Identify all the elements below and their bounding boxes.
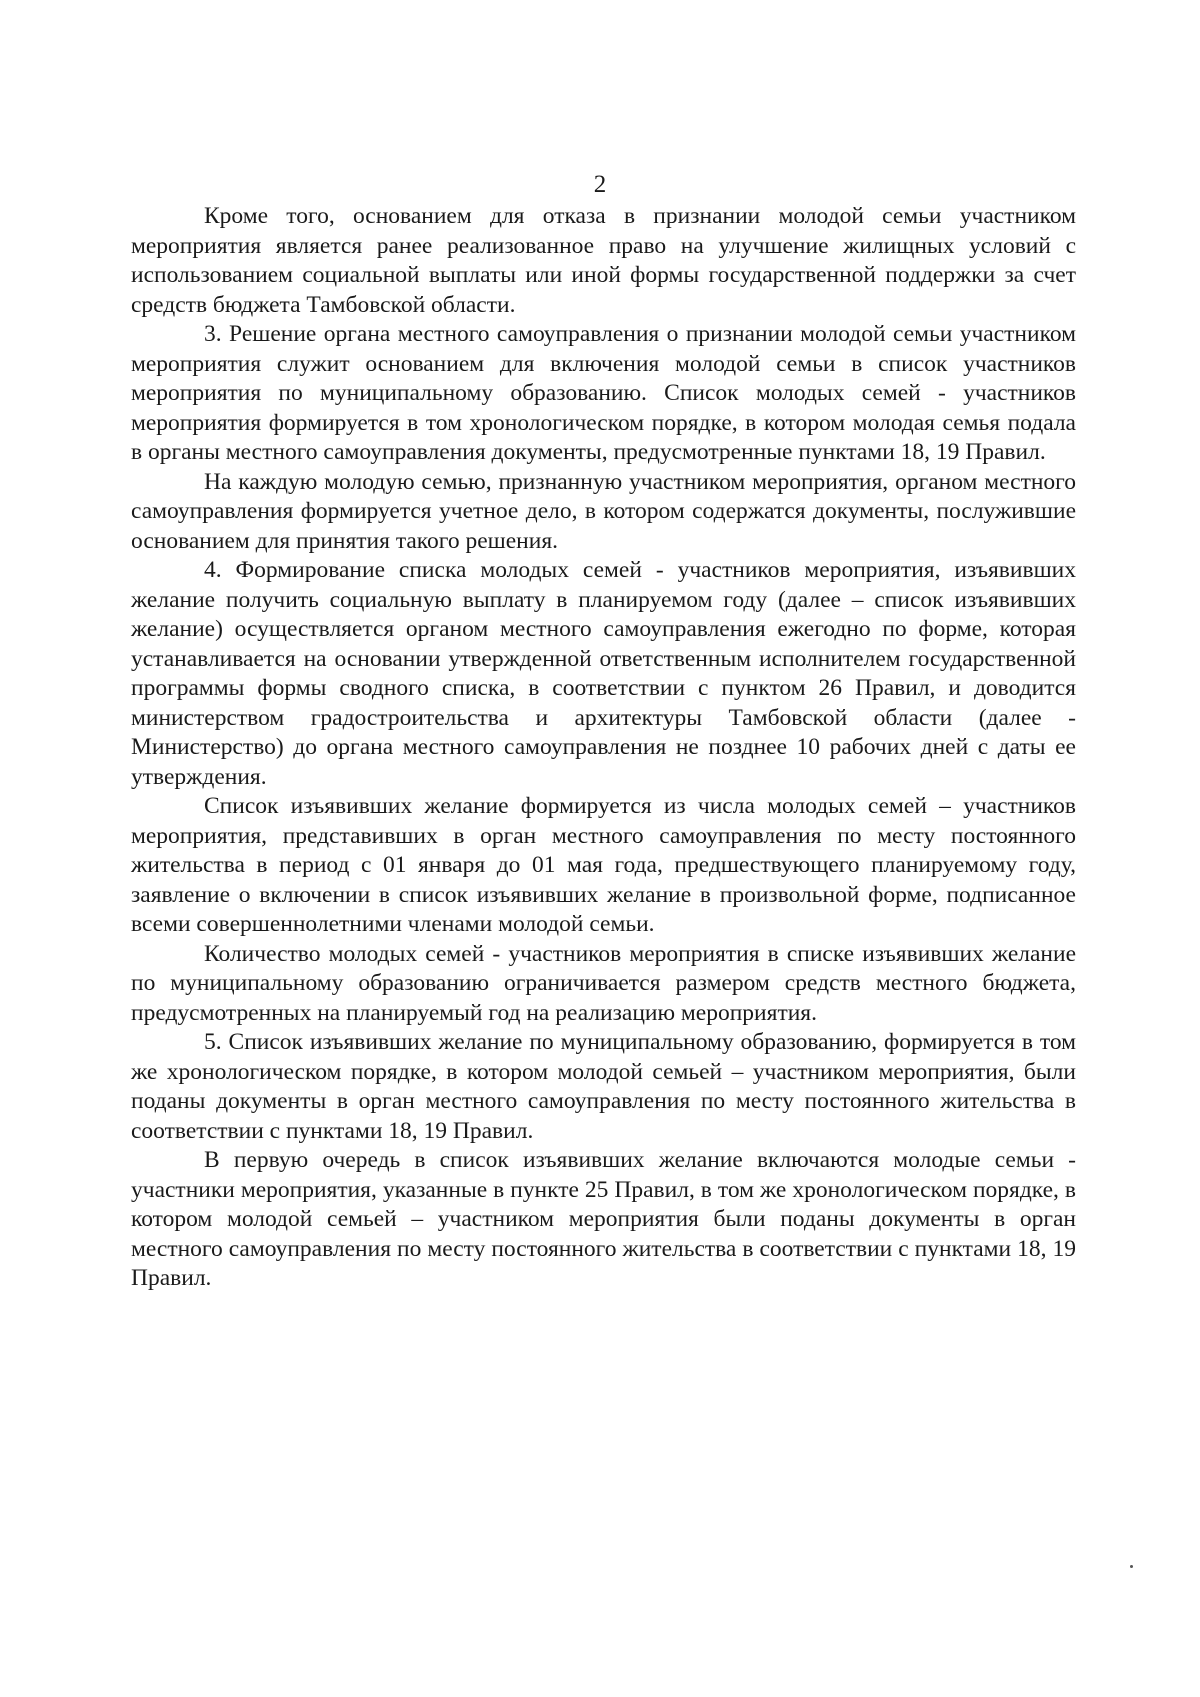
page-number: 2 — [593, 171, 607, 198]
paragraph-priority-inclusion: В первую очередь в список изъявивших желание включаются молодые семьи - участники мероприятия, указанные в пункте 25 Правил, в том же хронологическом порядке, в котором молодой семьей – участником мероприятия были поданы документы в орган местного самоуправления по месту постоянного жительства в соответствии с пунктами 18, 19 Правил. — [131, 1147, 1076, 1291]
document-body — [131, 202, 1076, 1294]
paragraph-3-decision: 3. Решение органа местного самоуправления о признании молодой семьи участником мероприятия служит основанием для включения молодой семьи в список участников мероприятия по муниципальному образованию. Список молодых семей - участников мероприятия формируется в том хронологическом порядке, в котором молодая семья подала в органы местного самоуправления документы, предусмотренные пунктами 18, 19 Правил. — [131, 321, 1076, 465]
paragraph-account-file: На каждую молодую семью, признанную участником мероприятия, органом местного самоуправления формируется учетное дело, в котором содержатся документы, послужившие основанием для принятия такого решения. — [131, 468, 1076, 554]
paragraph-family-count: Количество молодых семей - участников мероприятия в списке изъявивших желание по муниципальному образованию ограничивается размером средств местного бюджета, предусмотренных на планируемый год на реализацию мероприятия. — [131, 940, 1076, 1026]
scan-speck — [1130, 1565, 1133, 1568]
paragraph-5-chronological-order: 5. Список изъявивших желание по муниципальному образованию, формируется в том же хронологическом порядке, в котором молодой семьей – участником мероприятия, были поданы документы в орган местного самоуправления по месту постоянного жительства в соответствии с пунктами 18, 19 Правил. — [131, 1029, 1076, 1144]
paragraph-refusal-grounds: Кроме того, основанием для отказа в признании молодой семьи участником мероприятия является ранее реализованное право на улучшение жилищных условий с использованием социальной выплаты или иной формы государственной поддержки за счет средств бюджета Тамбовской области. — [131, 203, 1076, 318]
paragraph-list-applicants: Список изъявивших желание формируется из числа молодых семей – участников мероприятия, представивших в орган местного самоуправления по месту постоянного жительства в период с 01 января до 01 мая года, предшествующего планируемому году, заявление о включении в список изъявивших желание в произвольной форме, подписанное всеми совершеннолетними членами молодой семьи. — [131, 793, 1076, 937]
paragraph-4-list-formation: 4. Формирование списка молодых семей - участников мероприятия, изъявивших желание получить социальную выплату в планируемом году (далее – список изъявивших желание) осуществляется органом местного самоуправления ежегодно по форме, которая устанавливается на основании утвержденной ответственным исполнителем государственной программы формы сводного списка, в соответствии с пунктом 26 Правил, и доводится министерством градостроительства и архитектуры Тамбовской области (далее - Министерство) до органа местного самоуправления не позднее 10 рабочих дней с даты ее утверждения. — [131, 557, 1076, 790]
